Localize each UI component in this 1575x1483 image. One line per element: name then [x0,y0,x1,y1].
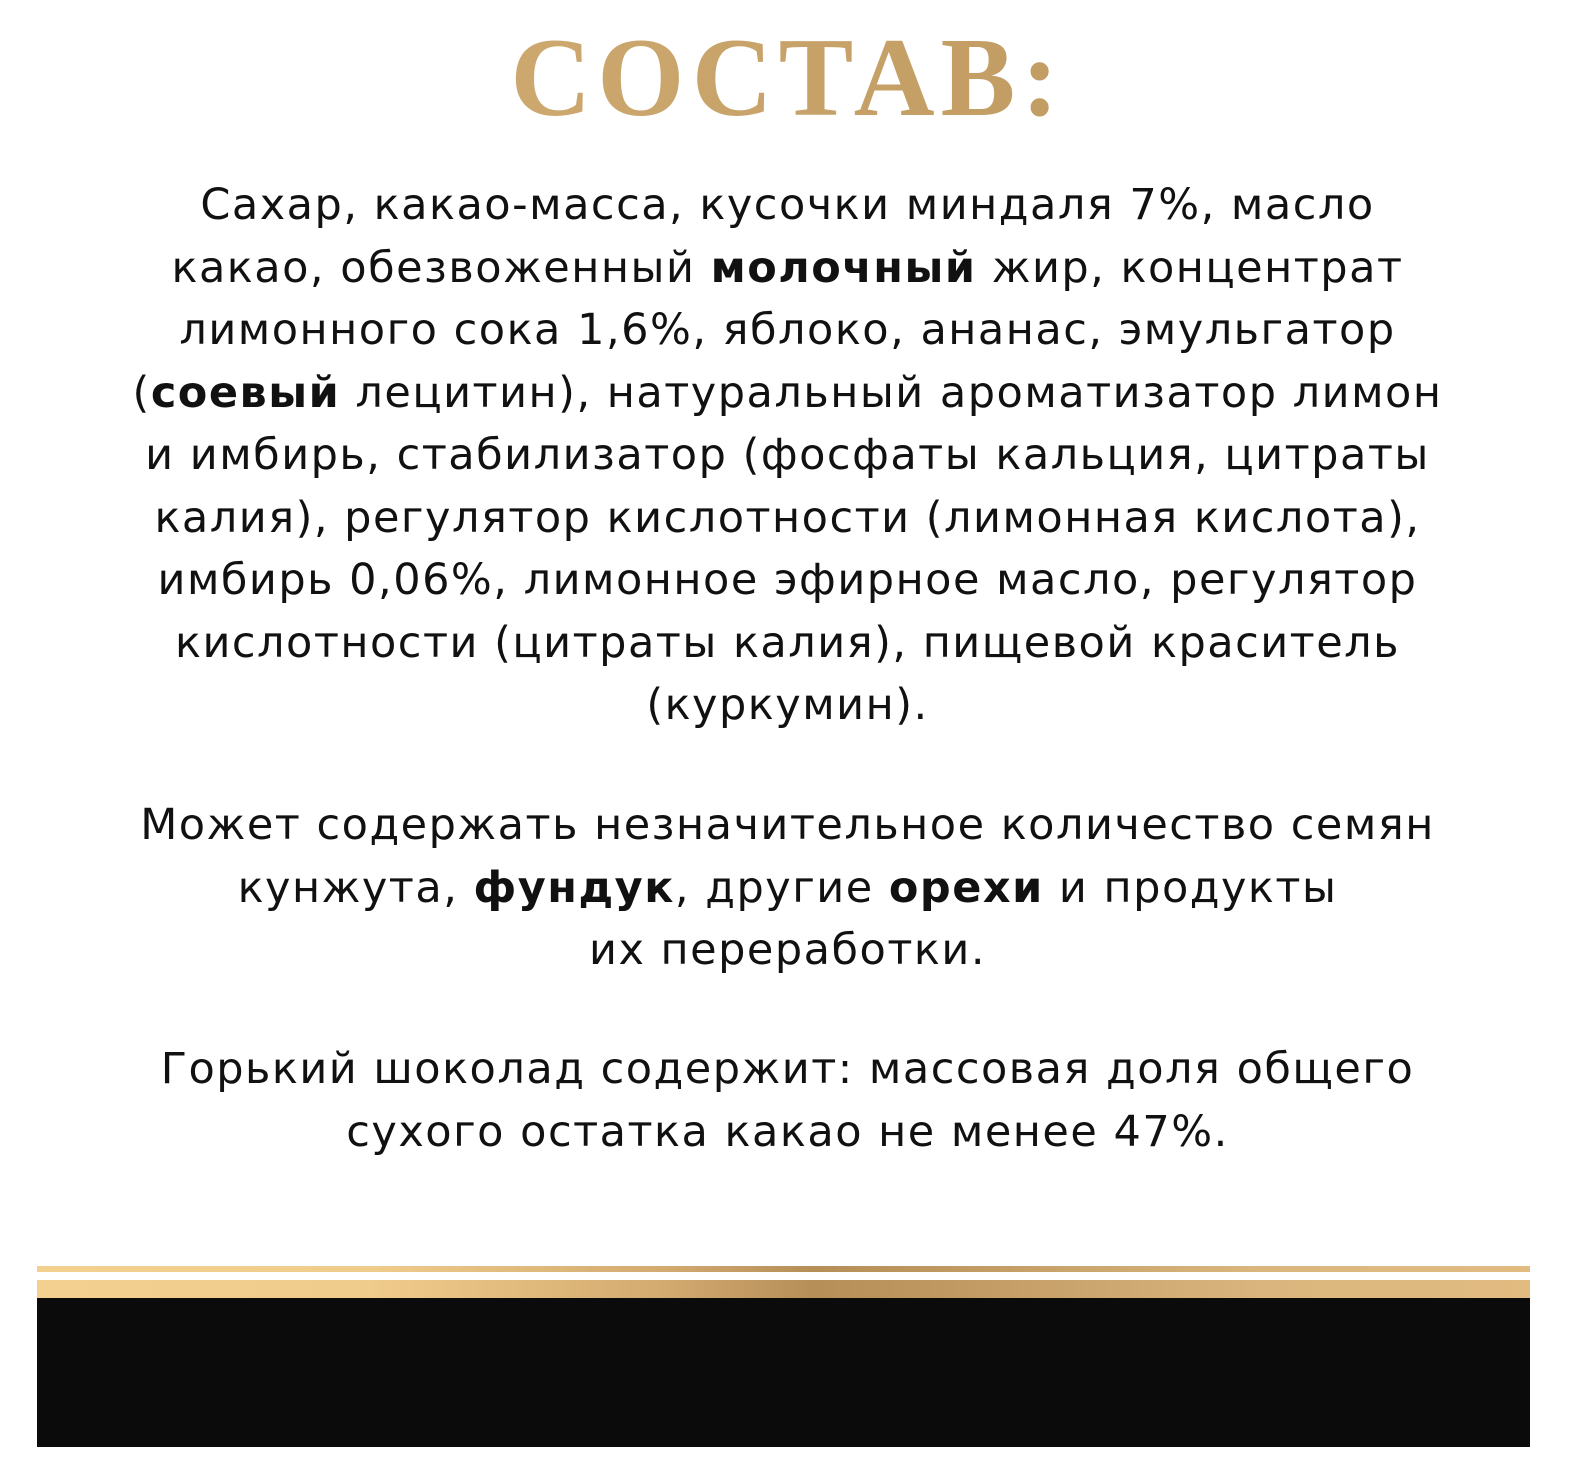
text-line [0,674,1575,737]
text-line [0,174,1575,237]
allergens-text [0,794,1575,982]
text-segment: (куркумин). [646,680,929,730]
text-segment: лецитин), натуральный ароматизатор лимон [340,367,1443,418]
text-line [0,237,1575,300]
text-segment: Горький шоколад содержит: массовая доля общего [160,1044,1415,1094]
text-line [0,299,1575,362]
allergen-highlight: соевый [150,367,341,418]
allergen-highlight: орехи [888,862,1044,913]
text-segment: лимонного сока 1,6%, яблоко, ананас, эмульгатор [179,305,1396,355]
text-line [0,1038,1575,1101]
composition-title: СОСТАВ: [0,18,1575,138]
text-line [0,487,1575,550]
text-segment: и продукты [1043,862,1338,913]
text-segment: , другие [674,862,889,913]
allergen-highlight: фундук [473,862,675,913]
black-band [37,1298,1530,1447]
text-segment: имбирь 0,06%, лимонное эфирное масло, регулятор [157,555,1418,605]
text-line [0,612,1575,675]
text-segment: какао, обезвоженный [171,242,711,293]
text-segment: кунжута, [237,862,474,913]
gold-stripe-thin [37,1266,1530,1272]
text-segment: их переработки. [589,925,986,975]
text-segment: Сахар, какао-масса, кусочки миндаля 7%, масло [200,180,1375,230]
text-line [0,424,1575,487]
text-segment: Может содержать незначительное количество семян [140,800,1435,850]
text-line [0,549,1575,612]
cocoa-content-text [0,1038,1575,1163]
text-segment: жир, концентрат [976,242,1404,293]
text-line [0,857,1575,920]
text-line [0,362,1575,425]
text-segment: кислотности (цитраты калия), пищевой краситель [174,617,1401,668]
ingredients-text [0,174,1575,737]
text-line [0,794,1575,857]
text-segment: калия), регулятор кислотности (лимонная кислота), [154,492,1421,543]
text-line [0,1101,1575,1164]
text-segment: ( [132,367,151,418]
text-segment: и имбирь, стабилизатор (фосфаты кальция, цитраты [145,430,1430,480]
allergen-highlight: молочный [710,242,977,293]
text-segment: сухого остатка какао не менее 47%. [346,1106,1229,1157]
gold-stripe-thick [37,1280,1530,1298]
text-line [0,919,1575,982]
